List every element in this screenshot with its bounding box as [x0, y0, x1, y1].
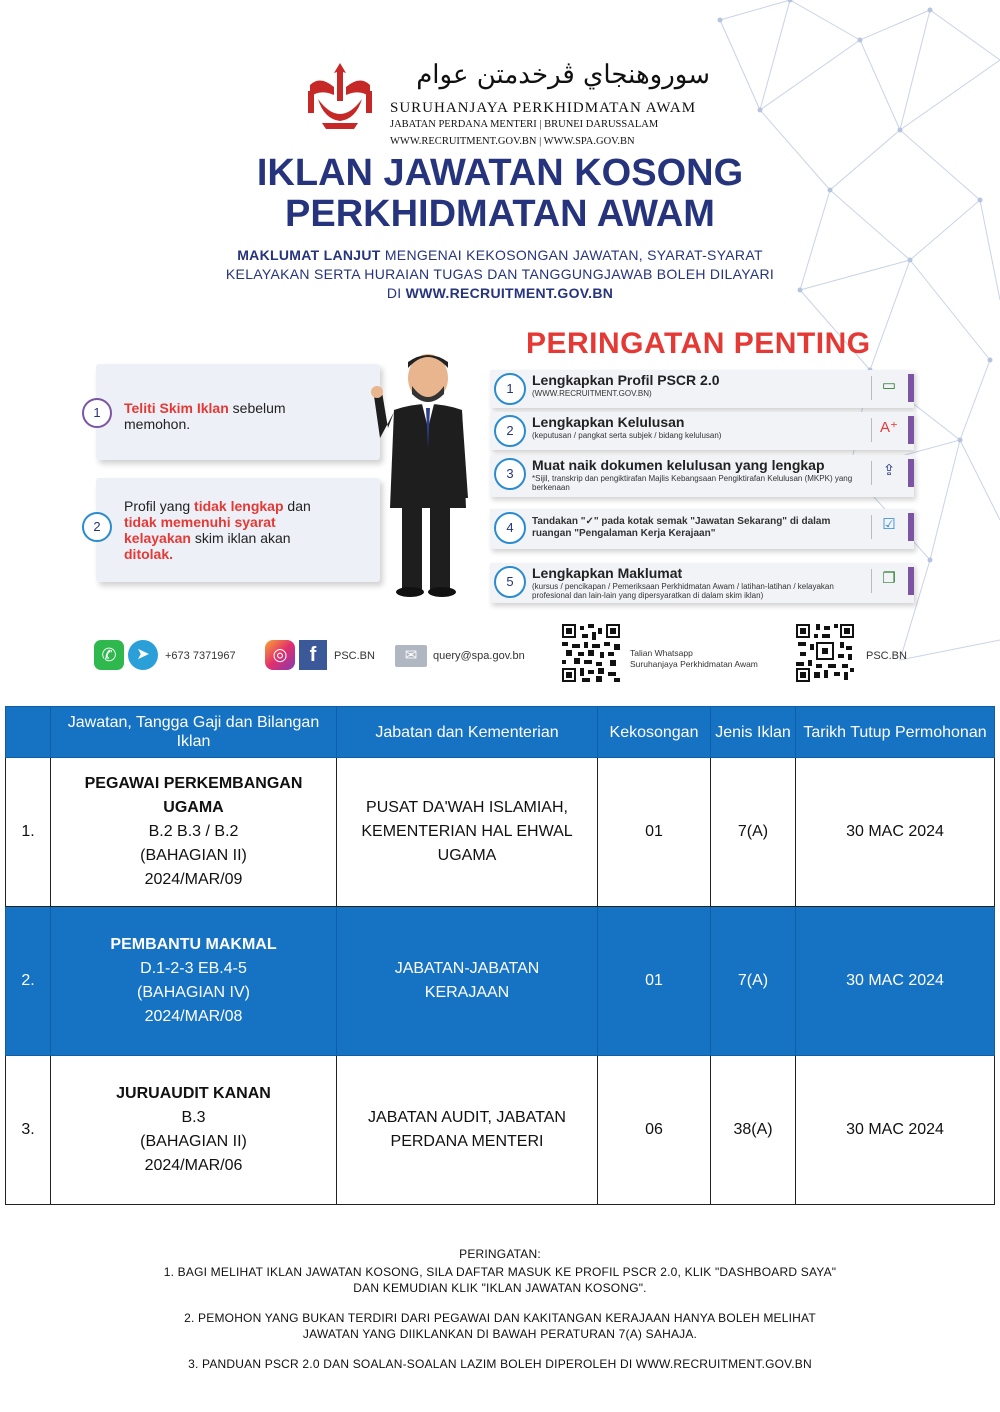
closing-date-cell: 30 MAC 2024: [796, 907, 995, 1056]
ad-type-cell: 38(A): [711, 1056, 796, 1205]
recruitment-link[interactable]: WWW.RECRUITMENT.GOV.BN: [405, 285, 614, 301]
note-2: 2. PEMOHON YANG BUKAN TERDIRI DARI PEGAWAI DAN KAKITANGAN KERAJAAN HANYA BOLEH MELIHAT JAWATAN YANG DIIKLANKAN DI BAWAH PERATURAN 7(A) SAHAJA.: [184, 1311, 816, 1341]
telegram-icon[interactable]: ➤: [128, 640, 158, 670]
salary-scale: B.2 B.3 / B.2: [148, 823, 239, 840]
notice-detail: (WWW.RECRUITMENT.GOV.BN): [532, 389, 652, 398]
footer-notes: [100, 1246, 900, 1386]
notice-detail: (keputusan / pangkat serta subjek / bidang kelulusan): [532, 431, 722, 440]
notice-detail: (kursus / pencikapan / Pemeriksaan Perkhidmatan Awam / latihan-latihan / kelayakan profesional dan lain-lain yang dipersyaratkan di dalam skim iklan): [532, 582, 834, 600]
position-title: PEMBANTU MAKMAL: [110, 936, 277, 953]
documents-icon: ❐: [871, 569, 902, 593]
col-position: Jawatan, Tangga Gaji dan Bilangan Iklan: [51, 707, 337, 758]
step-number: 2: [494, 415, 526, 447]
info-text: MAKLUMAT LANJUT MENGENAI KEKOSONGAN JAWATAN, SYARAT-SYARAT KELAYAKAN SERTA HURAIAN TUGAS DAN TANGGUNGJAWAB BOLEH DILAYARI DI WWW.RECRUITMENT.GOV.BN: [225, 247, 775, 301]
row-number: 3.: [6, 1056, 51, 1205]
notice-item: [490, 563, 914, 603]
position-title: PEGAWAI PERKEMBANGAN UGAMA: [84, 775, 303, 816]
table-row: [6, 907, 995, 1056]
department-cell: PUSAT DA'WAH ISLAMIAH, KEMENTERIAN HAL EHWAL UGAMA: [337, 758, 598, 907]
notice-title: Lengkapkan Profil PSCR 2.0: [532, 372, 720, 388]
step-number: 1: [82, 398, 112, 428]
step-number: 4: [494, 512, 526, 544]
col-vacancies: Kekosongan: [598, 707, 711, 758]
notice-title: Lengkapkan Kelulusan: [532, 414, 685, 430]
whatsapp-icon[interactable]: ✆: [94, 640, 124, 670]
notice-item: [490, 455, 914, 497]
notes-title: PERINGATAN:: [459, 1247, 541, 1261]
accent-bar: [908, 416, 914, 444]
org-subtitle: JABATAN PERDANA MENTERI | BRUNEI DARUSSALAM: [390, 119, 659, 130]
org-websites: WWW.RECRUITMENT.GOV.BN | WWW.SPA.GOV.BN: [390, 136, 635, 147]
qr-social-label: PSC.BN: [866, 650, 907, 662]
note-1: 1. BAGI MELIHAT IKLAN JAWATAN KOSONG, SILA DAFTAR MASUK KE PROFIL PSCR 2.0, KLIK "DASHBOARD SAYA" DAN KEMUDIAN KLIK "IKLAN JAWATAN KOSONG".: [163, 1265, 837, 1295]
warning-text-2: Profil yang tidak lengkap dan tidak memenuhi syarat kelayakan skim iklan akan ditolak.: [124, 498, 311, 562]
col-department: Jabatan dan Kementerian: [337, 707, 598, 758]
row-number: 1.: [6, 758, 51, 907]
step-number: 1: [494, 373, 526, 405]
accent-bar: [908, 459, 914, 487]
vacancies-cell: 01: [598, 907, 711, 1056]
notice-title: Tandakan "✓" pada kotak semak "Jawatan Sekarang" di dalam ruangan "Pengalaman Kerja Kerajaan": [532, 516, 831, 539]
division: (BAHAGIAN IV): [137, 984, 250, 1001]
step-number: 2: [82, 512, 112, 542]
brunei-crest-logo: [300, 55, 380, 135]
table-row: [6, 1056, 995, 1205]
position-cell: [51, 1056, 337, 1205]
notice-item: [490, 370, 914, 408]
note-3: 3. PANDUAN PSCR 2.0 DAN SOALAN-SOALAN LAZIM BOLEH DIPEROLEH DI WWW.RECRUITMENT.GOV.BN: [188, 1357, 812, 1371]
col-closing-date: Tarikh Tutup Permohonan: [796, 707, 995, 758]
notice-detail: *Sijil, transkrip dan pengiktirafan Majlis Kebangsaan Pengiktirafan Kelulusan (MKPK) yang berkenaan: [532, 474, 853, 492]
org-name-jawi: سوروهنجاي ڤرخدمتن عوام: [416, 60, 710, 90]
notice-title: Muat naik dokumen kelulusan yang lengkap: [532, 457, 825, 473]
salary-scale: B.3: [181, 1109, 206, 1126]
position-cell: [51, 907, 337, 1056]
position-title: JURUAUDIT KANAN: [116, 1085, 271, 1102]
table-row: [6, 758, 995, 907]
instagram-icon[interactable]: ◎: [265, 640, 295, 670]
notice-title: Lengkapkan Maklumat: [532, 565, 683, 581]
ad-type-cell: 7(A): [711, 758, 796, 907]
salary-scale: D.1-2-3 EB.4-5: [140, 960, 247, 977]
accent-bar: [908, 374, 914, 402]
col-number: [6, 707, 51, 758]
ad-reference: 2024/MAR/08: [144, 1008, 243, 1025]
row-number: 2.: [6, 907, 51, 1056]
ad-reference: 2024/MAR/06: [144, 1157, 243, 1174]
checkbox-icon: ☑: [871, 515, 902, 539]
step-number: 5: [494, 566, 526, 598]
upload-icon: ⇪: [871, 461, 902, 485]
email-icon[interactable]: ✉: [395, 645, 427, 667]
social-handle: PSC.BN: [334, 650, 375, 662]
org-name: SURUHANJAYA PERKHIDMATAN AWAM: [390, 100, 697, 116]
important-notice-title: PERINGATAN PENTING: [526, 327, 871, 360]
warning-card-1: [93, 364, 380, 460]
department-cell: JABATAN AUDIT, JABATAN PERDANA MENTERI: [337, 1056, 598, 1205]
ad-reference: 2024/MAR/09: [144, 871, 243, 888]
whatsapp-qr-code: [562, 624, 620, 682]
closing-date-cell: 30 MAC 2024: [796, 1056, 995, 1205]
department-cell: JABATAN-JABATAN KERAJAAN: [337, 907, 598, 1056]
qr-caption: Talian Whatsapp Suruhanjaya Perkhidmatan Awam: [630, 648, 758, 669]
vacancy-table: [5, 706, 995, 1205]
ad-type-cell: 7(A): [711, 907, 796, 1056]
phone-number: +673 7371967: [165, 650, 236, 662]
businessman-illustration: [368, 348, 478, 598]
accent-bar: [908, 567, 914, 595]
grade-icon: A⁺: [871, 418, 902, 442]
notice-item: [490, 412, 914, 450]
division: (BAHAGIAN II): [140, 1133, 247, 1150]
division: (BAHAGIAN II): [140, 847, 247, 864]
warning-card-2: [93, 478, 380, 582]
vacancies-cell: 01: [598, 758, 711, 907]
vacancies-cell: 06: [598, 1056, 711, 1205]
main-subtitle: PERKHIDMATAN AWAM: [285, 193, 715, 235]
email-address[interactable]: query@spa.gov.bn: [433, 650, 525, 662]
accent-bar: [908, 513, 914, 541]
table-header-row: [6, 707, 995, 758]
closing-date-cell: 30 MAC 2024: [796, 758, 995, 907]
warning-text-1: Teliti Skim Iklan sebelum memohon.: [124, 400, 286, 432]
position-cell: [51, 758, 337, 907]
col-ad-type: Jenis Iklan: [711, 707, 796, 758]
social-qr-code: [796, 624, 854, 682]
step-number: 3: [494, 458, 526, 490]
notice-item: [490, 509, 914, 549]
id-card-icon: ▭: [871, 376, 902, 400]
facebook-icon[interactable]: f: [299, 640, 327, 670]
main-title: IKLAN JAWATAN KOSONG: [256, 152, 744, 194]
